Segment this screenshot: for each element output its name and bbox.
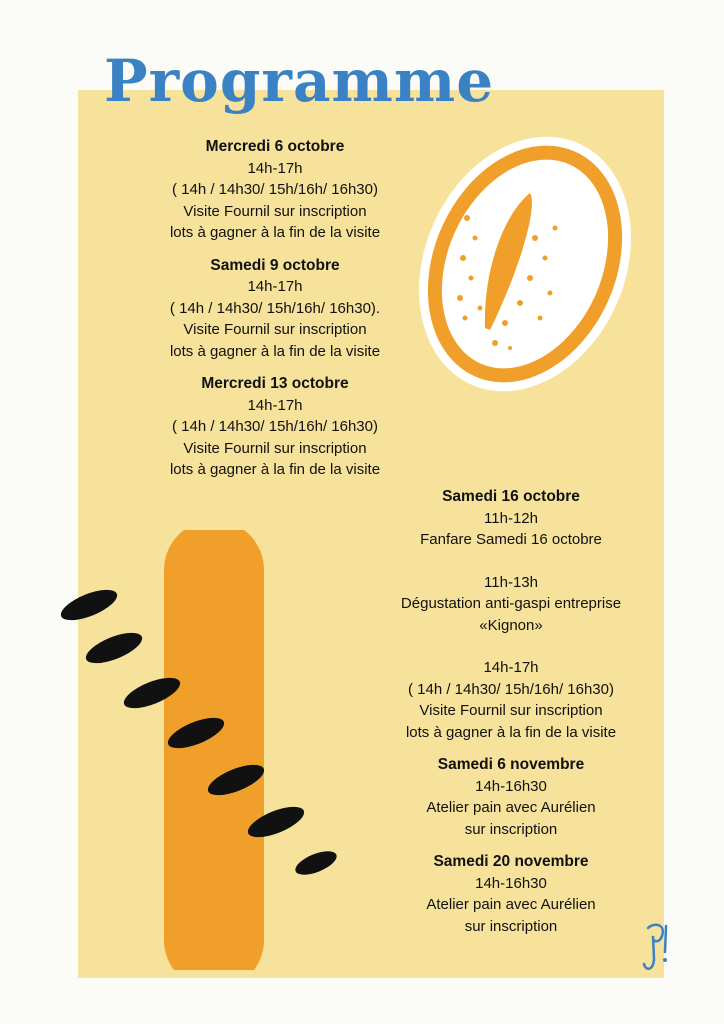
event-slot [366, 657, 656, 743]
event-block [110, 136, 440, 244]
event-slot [366, 873, 656, 938]
event-slot [366, 776, 656, 841]
event-day: Samedi 20 novembre [433, 853, 589, 870]
page-title: Programme [104, 47, 495, 115]
event-day: Mercredi 13 octobre [201, 375, 349, 392]
event-slot [366, 572, 656, 637]
event-line: Atelier pain avec Aurélien [426, 799, 596, 816]
event-line: 14h-17h [247, 159, 303, 177]
event-line: lots à gagner à la fin de la visite [169, 342, 381, 360]
event-line: 14h-16h30 [475, 874, 547, 892]
event-block [366, 486, 656, 743]
round-bread-icon [405, 118, 645, 410]
event-line: Visite Fournil sur inscription [419, 702, 603, 719]
event-line: ( 14h / 14h30/ 15h/16h/ 16h30) [171, 418, 378, 435]
event-slot [110, 276, 440, 362]
event-slot [110, 158, 440, 244]
event-line: sur inscription [464, 917, 558, 935]
baguette-icon [14, 530, 384, 970]
event-day: Samedi 6 novembre [437, 756, 585, 773]
event-line: 11h-12h [484, 509, 538, 527]
event-block [366, 851, 656, 937]
event-line: lots à gagner à la fin de la visite [169, 224, 381, 241]
event-slot [110, 395, 440, 481]
event-block [110, 373, 440, 481]
event-line: 14h-17h [247, 396, 303, 414]
event-line: 14h-17h [247, 278, 303, 295]
event-line: 11h-13h [484, 573, 538, 591]
event-line: Dégustation anti-gaspi entreprise [400, 595, 622, 612]
signature-logo-icon [640, 918, 672, 982]
event-line: Visite Fournil sur inscription [183, 202, 367, 220]
event-line: Visite Fournil sur inscription [183, 321, 367, 338]
event-line: ( 14h / 14h30/ 15h/16h/ 16h30). [169, 299, 381, 317]
event-line: Visite Fournil sur inscription [183, 439, 367, 457]
event-line: 14h-16h30 [475, 777, 547, 795]
event-block [110, 255, 440, 363]
event-slot [366, 508, 656, 551]
event-line: 14h-17h [483, 659, 539, 676]
schedule-right-column [366, 486, 656, 948]
event-block [366, 754, 656, 840]
event-line: sur inscription [464, 820, 558, 838]
event-line: ( 14h / 14h30/ 15h/16h/ 16h30) [171, 181, 378, 198]
event-line: Atelier pain avec Aurélien [426, 896, 596, 913]
event-line: «Kignon» [479, 616, 543, 634]
event-line: ( 14h / 14h30/ 15h/16h/ 16h30) [407, 680, 614, 698]
schedule-left-column [110, 136, 440, 492]
event-line: lots à gagner à la fin de la visite [169, 461, 381, 478]
event-day: Mercredi 6 octobre [205, 138, 345, 155]
event-day: Samedi 16 octobre [442, 488, 580, 505]
event-line: Fanfare Samedi 16 octobre [420, 531, 602, 548]
event-line: lots à gagner à la fin de la visite [405, 723, 617, 741]
event-day: Samedi 9 octobre [210, 256, 340, 274]
